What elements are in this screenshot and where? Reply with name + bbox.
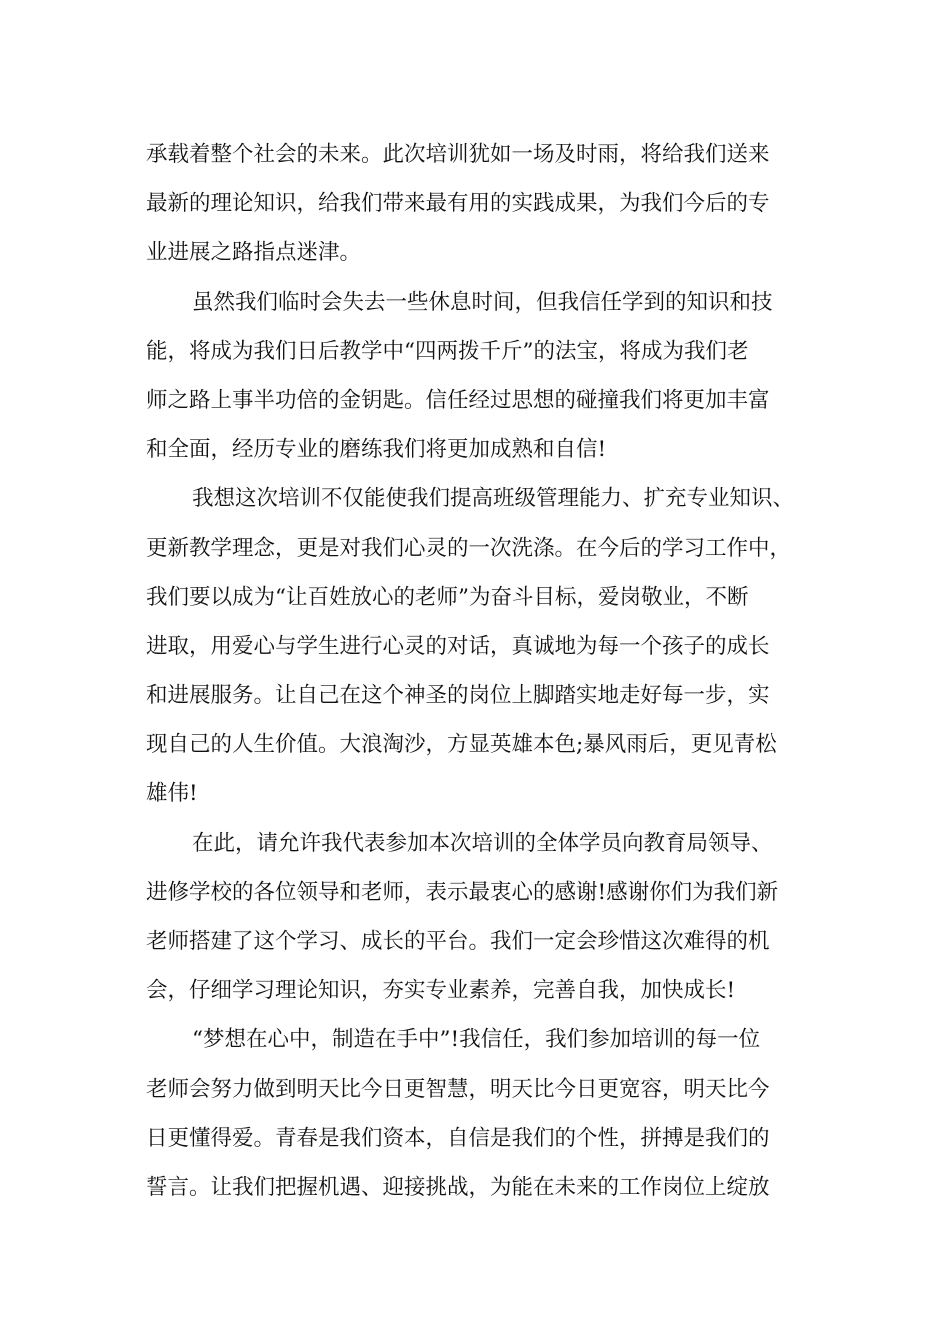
text-line: 进取，用爱心与学生进行心灵的对话，真诚地为每一个孩子的成长 bbox=[146, 633, 770, 659]
text-line: 承载着整个社会的未来。此次培训犹如一场及时雨，将给我们送来 bbox=[146, 142, 770, 167]
text-line: 老师会努力做到明天比今日更智慧，明天比今日更宽容，明天比今 bbox=[146, 1076, 770, 1102]
text-line: 日更懂得爱。青春是我们资本，自信是我们的个性，拼搏是我们的 bbox=[146, 1125, 770, 1151]
text-line: 业进展之路指点迷津。 bbox=[146, 240, 362, 266]
text-line: 更新教学理念，更是对我们心灵的一次洗涤。在今后的学习工作中， bbox=[146, 535, 792, 561]
text-line: 和全面，经历专业的磨练我们将更加成熟和自信! bbox=[146, 437, 607, 463]
text-line: 最新的理论知识，给我们带来最有用的实践成果，为我们今后的专 bbox=[146, 191, 770, 217]
text-line: 师之路上事半功倍的金钥匙。信任经过思想的碰撞我们将更加丰富 bbox=[146, 387, 770, 413]
paragraph-first-line: 在此，请允许我代表参加本次培训的全体学员向教育局领导、 bbox=[192, 830, 773, 856]
text-line: 雄伟! bbox=[146, 781, 198, 807]
text-line: 进修学校的各位领导和老师，表示最衷心的感谢!感谢你们为我们新 bbox=[146, 879, 779, 905]
text-line: 现自己的人生价值。大浪淘沙，方显英雄本色;暴风雨后，更见青松 bbox=[146, 732, 777, 758]
paragraph-first-line: 我想这次培训不仅能使我们提高班级管理能力、扩充专业知识、 bbox=[192, 486, 795, 512]
text-line: 誓言。让我们把握机遇、迎接挑战，为能在未来的工作岗位上绽放 bbox=[146, 1174, 770, 1200]
paragraph-first-line: 虽然我们临时会失去一些休息时间，但我信任学到的知识和技 bbox=[192, 289, 773, 315]
text-line: 能，将成为我们日后教学中“四两拨千斤”的法宝，将成为我们老 bbox=[146, 338, 749, 364]
text-line: 和进展服务。让自己在这个神圣的岗位上脚踏实地走好每一步，实 bbox=[146, 683, 770, 709]
paragraph-first-line: “梦想在心中，制造在手中”!我信任，我们参加培训的每一位 bbox=[192, 1027, 761, 1053]
text-line: 老师搭建了这个学习、成长的平台。我们一定会珍惜这次难得的机 bbox=[146, 929, 770, 954]
text-line: 会，仔细学习理论知识，夯实专业素养，完善自我，加快成长! bbox=[146, 978, 736, 1004]
text-line: 我们要以成为“让百姓放心的老师”为奋斗目标，爱岗敬业，不断 bbox=[146, 584, 749, 610]
body-text bbox=[146, 130, 826, 1212]
